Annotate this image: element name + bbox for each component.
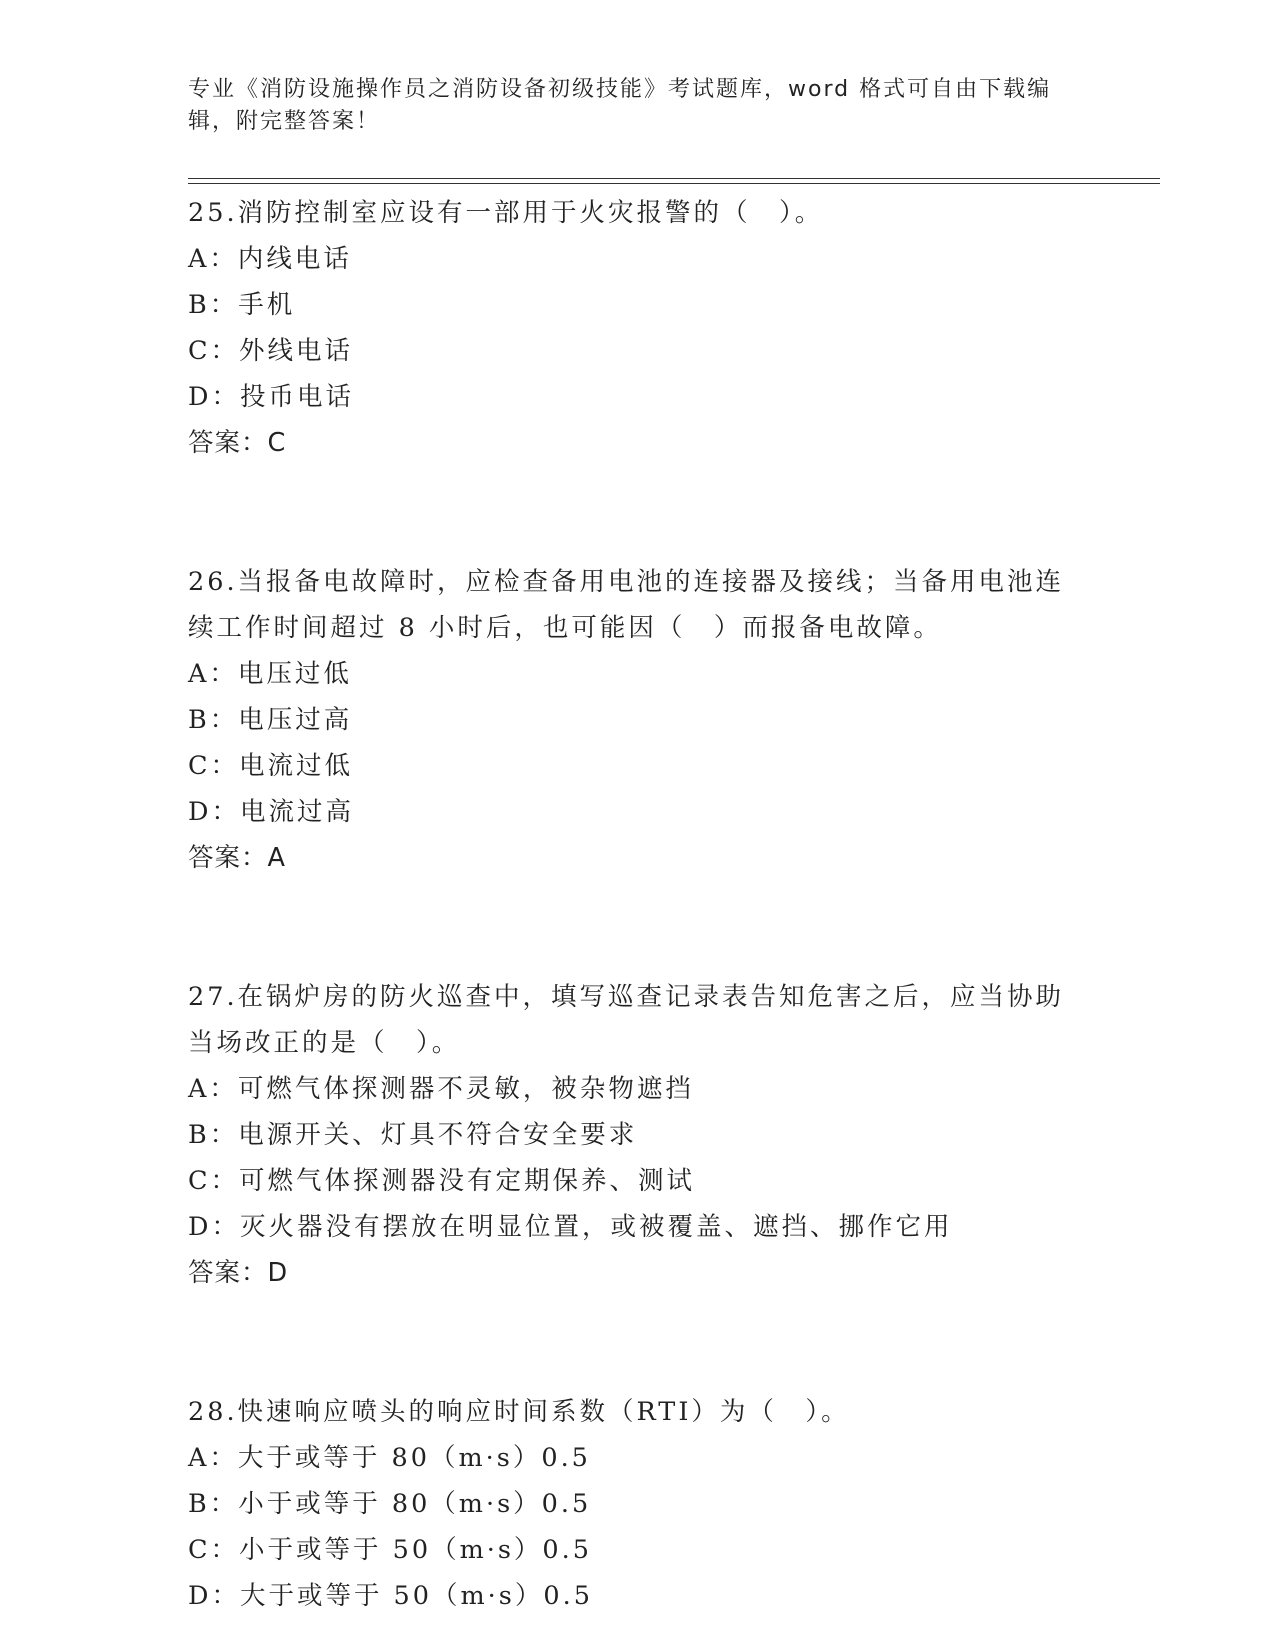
question-27	[188, 974, 1088, 1296]
stem-line: 25.消防控制室应设有一部用于火灾报警的（ ）。	[188, 198, 824, 228]
option-c: C：电流过低	[188, 751, 354, 781]
question-stem	[188, 559, 1088, 651]
header-divider-bottom	[188, 183, 1160, 184]
question-stem	[188, 974, 1088, 1066]
option-c: C：小于或等于 50（m·s）0.5	[188, 1535, 592, 1565]
document-header	[188, 74, 1078, 138]
stem-line: 27.在锅炉房的防火巡查中，填写巡查记录表告知危害之后，应当协助	[188, 982, 1065, 1012]
option-d: D：投币电话	[188, 382, 354, 412]
option-a: A：内线电话	[188, 244, 352, 274]
question-stem	[188, 1389, 1088, 1435]
question-stem	[188, 190, 1088, 236]
stem-line: 28.快速响应喷头的响应时间系数（RTI）为（ ）。	[188, 1397, 850, 1427]
option-b: B：电压过高	[188, 705, 353, 735]
option-c: C：外线电话	[188, 336, 354, 366]
header-line-2: 辑，附完整答案！	[188, 109, 381, 134]
question-28	[188, 1389, 1088, 1619]
header-divider-top	[188, 178, 1160, 179]
stem-line: 26.当报备电故障时，应检查备用电池的连接器及接线；当备用电池连	[188, 567, 1065, 597]
option-a: A：大于或等于 80（m·s）0.5	[188, 1443, 591, 1473]
stem-line: 续工作时间超过 8 小时后，也可能因（ ）而报备电故障。	[188, 613, 942, 643]
option-a: A：电压过低	[188, 659, 352, 689]
stem-line: 当场改正的是（ ）。	[188, 1028, 461, 1058]
header-line-1: 专业《消防设施操作员之消防设备初级技能》考试题库，word 格式可自由下载编	[188, 77, 1052, 102]
option-c: C：可燃气体探测器没有定期保养、测试	[188, 1166, 696, 1196]
answer-line: 答案：C	[188, 428, 287, 458]
question-list	[188, 190, 1088, 1619]
option-b: B：小于或等于 80（m·s）0.5	[188, 1489, 592, 1519]
option-b: B：电源开关、灯具不符合安全要求	[188, 1120, 638, 1150]
question-spacer	[188, 881, 1088, 974]
option-d: D：大于或等于 50（m·s）0.5	[188, 1581, 593, 1611]
question-spacer	[188, 1296, 1088, 1389]
option-d: D：灭火器没有摆放在明显位置，或被覆盖、遮挡、挪作它用	[188, 1212, 953, 1242]
question-spacer	[188, 466, 1088, 559]
option-b: B：手机	[188, 290, 296, 320]
option-d: D：电流过高	[188, 797, 354, 827]
option-a: A：可燃气体探测器不灵敏，被杂物遮挡	[188, 1074, 694, 1104]
answer-line: 答案：D	[188, 1258, 289, 1288]
question-26	[188, 559, 1088, 881]
answer-line: 答案：A	[188, 843, 286, 873]
question-25	[188, 190, 1088, 466]
